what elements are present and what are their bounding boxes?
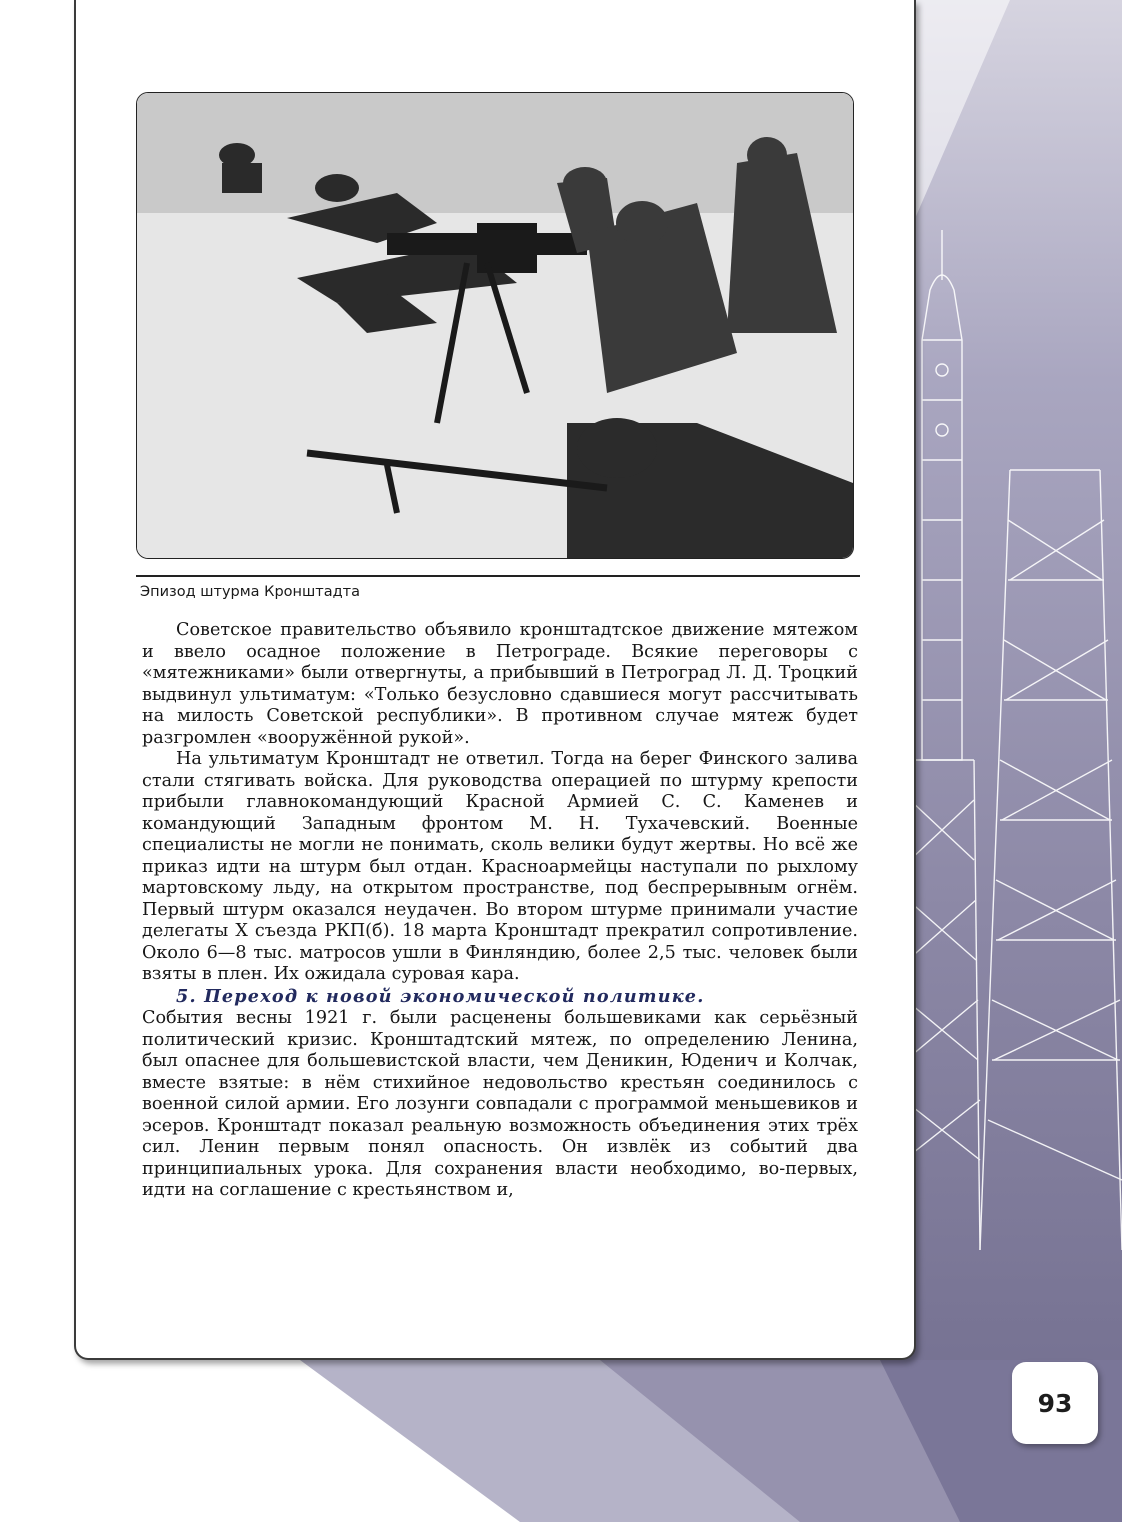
page-number: 93 [1012,1362,1098,1444]
article-body [142,620,858,1202]
kronstadt-assault-photo [136,92,854,559]
page-card [74,0,916,1360]
paragraph-assault: На ультиматум Кронштадт не ответил. Тогда на берег Финского залива стали стягивать войска. Для руководства операцией по штурму крепости прибыли главнокомандующий Красной Армией С. С. Каменев и командующий Западным фронтом М. Н. Тухачевский. Военные специалисты не могли не понимать, сколь велики будут жертвы. Но всё же приказ идти на штурм был отдан. Красноармейцы наступали по рыхлому мартовскому льду, на открытом пространстве, под беспрерывным огнём. Первый штурм оказался неудачен. Во втором штурме принимали участие делегаты X съезда РКП(б). 18 марта Кронштадт прекратил сопротивление. Около 6—8 тыс. матросов ушли в Финляндию, более 2,5 тыс. человек были взяты в плен. Их ожидала суровая кара. [142,749,858,984]
photo-illustration [137,93,853,558]
section-heading: 5. Переход к новой экономической политике. [176,985,705,1007]
paragraph-ultimatum: Советское правительство объявило кронштадтское движение мятежом и ввело осадное положение в Петрограде. Всякие переговоры с «мятежниками» были отвергнуты, а прибывший в Петроград Л. Д. Троцкий выдвинул ультиматум: «Только безусловно сдавшиеся могут рассчитывать на милость Советской республики». В противном случае мятеж будет разгромлен «вооружённой рукой». [142,620,858,748]
decorative-bottom-background [0,1360,1122,1522]
photo-caption: Эпизод штурма Кронштадта [140,584,360,600]
paragraph-nep [142,986,858,1202]
caption-divider [136,575,860,577]
paragraph-nep-text: События весны 1921 г. были расценены большевиками как серьёзный политический кризис. Кронштадтский мятеж, по определению Ленина, был опаснее для большевистской власти, чем Деникин, Юденич и Колчак, вместе взятые: в нём стихийное недовольство крестьян соединилось с военной силой армии. Его лозунги совпадали с программой меньшевиков и эсеров. Кронштадт показал реальную возможность объединения этих трёх сил. Ленин первым понял опасность. Он извлёк из событий два принципиальных урока. Для сохранения власти необходимо, во-первых, идти на соглашение с крестьянством и, [142,1008,858,1200]
